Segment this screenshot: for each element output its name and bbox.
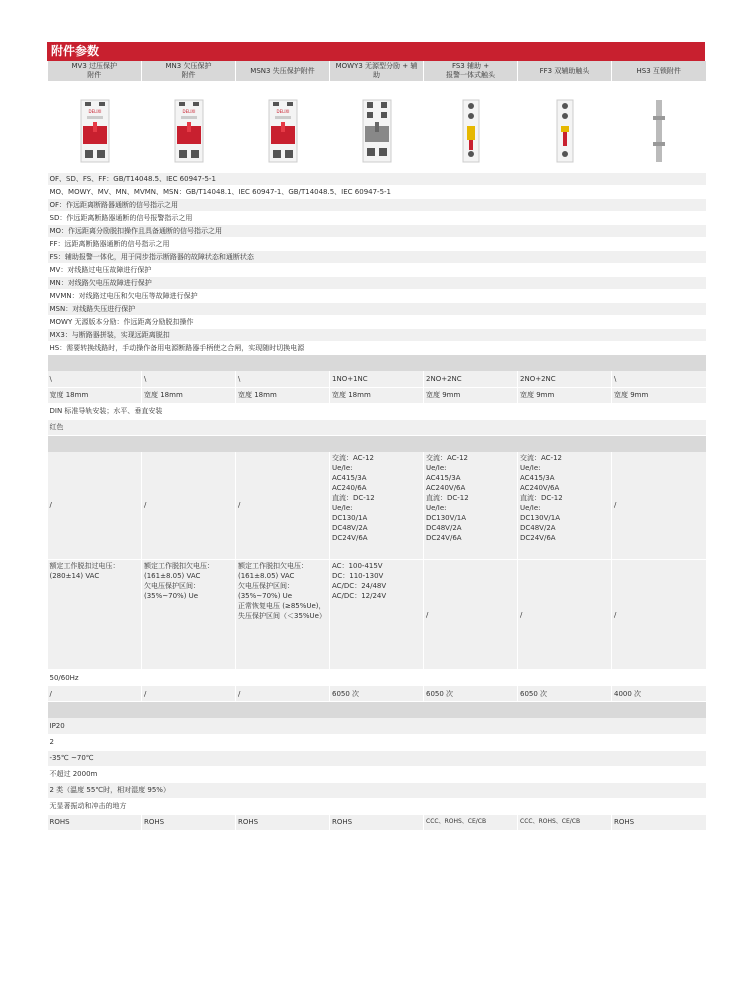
table-cell: CCC、ROHS、CE/CB	[518, 814, 612, 830]
header-mv3: MV3 过压保护 附件	[48, 61, 142, 81]
brand-label: DELIXI	[88, 108, 101, 114]
header-row	[48, 61, 706, 81]
desc-text: MO：作远距离分励脱扣操作且具备通断的信号指示之用	[48, 225, 706, 238]
product-image-hs3	[612, 81, 706, 173]
desc-row	[48, 251, 706, 264]
table-cell: 宽度 18mm	[48, 387, 142, 403]
protection-row	[48, 718, 706, 734]
environment-text: 无显著振动和冲击的地方	[48, 798, 706, 814]
cert-row	[48, 814, 706, 830]
desc-text: FF：远距离断路器通断的信号指示之用	[48, 238, 706, 251]
table-cell: /	[518, 560, 612, 670]
header-ff3: FF3 双辅助触头	[518, 61, 612, 81]
table-cell: ROHS	[142, 814, 236, 830]
table-cell: /	[612, 560, 706, 670]
desc-text: MV：对线路过电压故障进行保护	[48, 264, 706, 277]
frequency-row	[48, 670, 706, 686]
product-image-msn3	[236, 81, 330, 173]
section-divider	[48, 435, 706, 452]
table-cell: ROHS	[48, 814, 142, 830]
color-text: 红色	[48, 419, 706, 435]
desc-text: MOWY 无源版本分励：作远距离分励脱扣操作	[48, 316, 706, 329]
brand-label: DELIXI	[276, 108, 289, 114]
standard-text: OF、SD、FS、FF：GB/T14048.5、IEC 60947-5-1	[48, 173, 706, 186]
ratings-row	[48, 452, 706, 560]
desc-row	[48, 316, 706, 329]
table-cell: /	[48, 452, 142, 560]
table-cell: 6050 次	[330, 686, 424, 702]
header-fs3: FS3 辅助 + 报警一体式触头	[424, 61, 518, 81]
table-cell: /	[48, 686, 142, 702]
slim-module-icon	[553, 96, 577, 166]
standard-row	[48, 186, 706, 199]
product-image-fs3	[424, 81, 518, 173]
temperature-text: -35℃ ~70℃	[48, 750, 706, 766]
table-cell: 宽度 9mm	[612, 387, 706, 403]
altitude-row	[48, 766, 706, 782]
table-cell: 宽度 9mm	[424, 387, 518, 403]
desc-text: MN：对线路欠电压故障进行保护	[48, 277, 706, 290]
pollution-row	[48, 734, 706, 750]
standard-text: MO、MOWY、MV、MN、MVMN、MSN：GB/T14048.1、IEC 60947-1、GB/T14048.5、IEC 60947-5-1	[48, 186, 706, 199]
product-image-mowy3	[330, 81, 424, 173]
life-row	[48, 686, 706, 702]
table-cell: ROHS	[612, 814, 706, 830]
table-cell: 6050 次	[518, 686, 612, 702]
desc-text: OF：作远距离断路器通断的信号指示之用	[48, 199, 706, 212]
image-row	[48, 81, 706, 173]
table-cell: 1NO+1NC	[330, 371, 424, 387]
desc-text: MSN：对线路失压进行保护	[48, 303, 706, 316]
humidity-row	[48, 782, 706, 798]
desc-text: MX3：与断路器拼装，实现远距离脱扣	[48, 329, 706, 342]
table-cell: 交流：AC-12 Ue/Ie: AC415/3A AC240/6A 直流：DC-12 Ue/Ie: DC130/1A DC48V/2A DC24V/6A	[330, 452, 424, 560]
table-cell: /	[142, 686, 236, 702]
table-cell: 宽度 18mm	[236, 387, 330, 403]
width-row	[48, 387, 706, 403]
section-title: 附件参数	[47, 42, 705, 61]
desc-row	[48, 264, 706, 277]
table-cell: 宽度 18mm	[330, 387, 424, 403]
table-cell: 4000 次	[612, 686, 706, 702]
table-cell: /	[424, 560, 518, 670]
desc-row	[48, 342, 706, 355]
table-cell: ROHS	[330, 814, 424, 830]
module-red-icon	[169, 96, 209, 166]
install-row	[48, 403, 706, 419]
standard-row	[48, 173, 706, 186]
table-cell: \	[236, 371, 330, 387]
desc-row	[48, 329, 706, 342]
table-cell: /	[236, 686, 330, 702]
protection-text: IP20	[48, 718, 706, 734]
accessory-table	[47, 61, 706, 831]
desc-row	[48, 238, 706, 251]
header-mn3: MN3 欠压保护 附件	[142, 61, 236, 81]
table-cell: \	[612, 371, 706, 387]
header-hs3: HS3 互锁附件	[612, 61, 706, 81]
table-cell: 交流：AC-12 Ue/Ie: AC415/3A AC240V/6A 直流：DC-12 Ue/Ie: DC130V/1A DC48V/2A DC24V/6A	[424, 452, 518, 560]
header-mowy3: MOWY3 无源型分励 + 辅 助	[330, 61, 424, 81]
table-cell: AC：100-415V DC：110-130V AC/DC：24/48V AC/DC：12/24V	[330, 560, 424, 670]
product-image-ff3	[518, 81, 612, 173]
desc-row	[48, 212, 706, 225]
module-red-icon	[263, 96, 303, 166]
table-cell: 额定工作脱扣过电压： (280±14) VAC	[48, 560, 142, 670]
desc-text: HS：需要转换线路时，手动操作备用电源断路器手柄使之合闸，实现随时切换电源	[48, 342, 706, 355]
desc-row	[48, 290, 706, 303]
table-cell: /	[142, 452, 236, 560]
humidity-text: 2 类（温度 55℃时，相对湿度 95%）	[48, 782, 706, 798]
table-cell: 2NO+2NC	[424, 371, 518, 387]
slim-module-icon	[459, 96, 483, 166]
desc-row	[48, 303, 706, 316]
desc-row	[48, 199, 706, 212]
product-image-mn3	[142, 81, 236, 173]
spec-sheet	[47, 42, 705, 831]
pollution-text: 2	[48, 734, 706, 750]
table-cell: 宽度 18mm	[142, 387, 236, 403]
desc-row	[48, 225, 706, 238]
table-cell: 额定工作脱扣欠电压： (161±8.05) VAC 欠电压保护区间： (35%~70%) Ue 正常恢复电压 (≥85%Ue)， 失压保护区间（＜35%Ue）	[236, 560, 330, 670]
table-cell: 额定工作脱扣欠电压： (161±8.05) VAC 欠电压保护区间： (35%~70%) Ue	[142, 560, 236, 670]
table-cell: /	[236, 452, 330, 560]
contacts-row	[48, 371, 706, 387]
table-cell: /	[612, 452, 706, 560]
section-divider	[48, 702, 706, 719]
section-divider	[48, 355, 706, 372]
header-msn3: MSN3 失压保护附件	[236, 61, 330, 81]
install-text: DIN 标准导轨安装；水平、垂直安装	[48, 403, 706, 419]
table-cell: 2NO+2NC	[518, 371, 612, 387]
temperature-row	[48, 750, 706, 766]
table-cell: 6050 次	[424, 686, 518, 702]
altitude-text: 不超过 2000m	[48, 766, 706, 782]
desc-row	[48, 277, 706, 290]
desc-text: SD：作远距离断路器通断的信号报警指示之用	[48, 212, 706, 225]
table-cell: 宽度 9mm	[518, 387, 612, 403]
product-image-mv3	[48, 81, 142, 173]
module-red-icon	[75, 96, 115, 166]
table-cell: \	[142, 371, 236, 387]
voltage-row	[48, 560, 706, 670]
desc-text: FS：辅助报警一体化，用于同步指示断路器的故障状态和通断状态	[48, 251, 706, 264]
table-cell: CCC、ROHS、CE/CB	[424, 814, 518, 830]
table-cell: 交流：AC-12 Ue/Ie: AC415/3A AC240V/6A 直流：DC-12 Ue/Ie: DC130V/1A DC48V/2A DC24V/6A	[518, 452, 612, 560]
interlock-icon	[647, 96, 671, 166]
brand-label: DELIXI	[182, 108, 195, 114]
environment-row	[48, 798, 706, 814]
table-cell: ROHS	[236, 814, 330, 830]
desc-text: MVMN：对线路过电压和欠电压等故障进行保护	[48, 290, 706, 303]
color-row	[48, 419, 706, 435]
module-grey-icon	[357, 96, 397, 166]
frequency-text: 50/60Hz	[48, 670, 706, 686]
table-cell: \	[48, 371, 142, 387]
